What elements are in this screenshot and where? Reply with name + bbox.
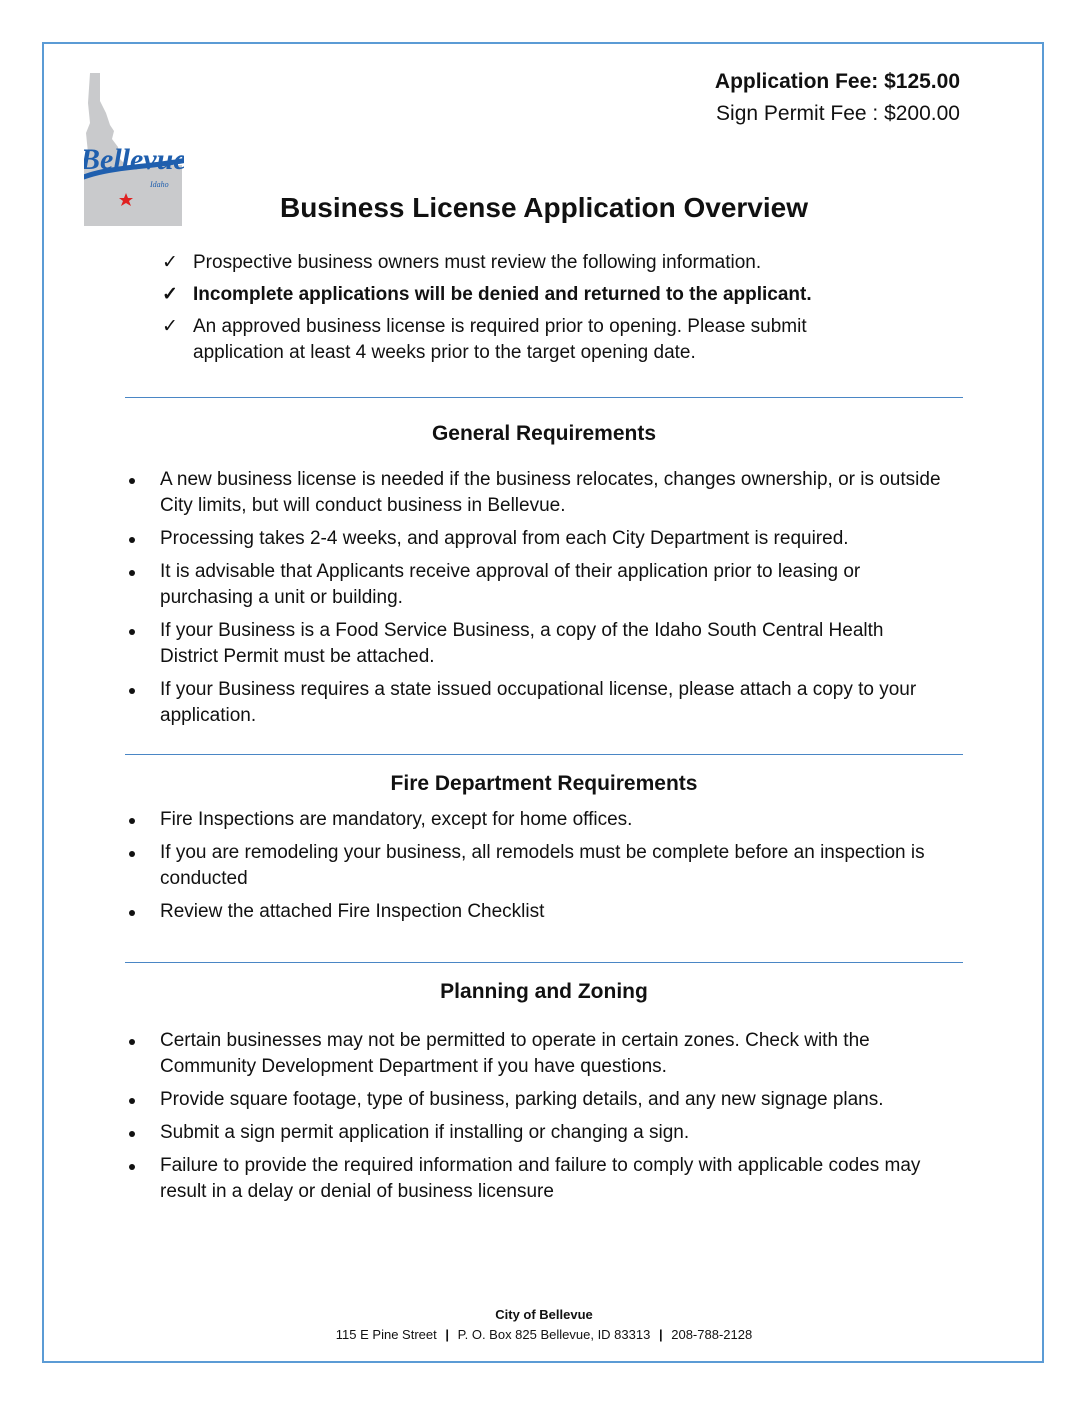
- section-divider: [125, 962, 963, 963]
- list-item: Submit a sign permit application if installing or changing a sign.: [125, 1120, 945, 1146]
- bullet-dot: [129, 1131, 135, 1137]
- section-heading-planning: Planning and Zoning: [440, 980, 648, 1003]
- list-item: If your Business requires a state issued occupational license, please attach a copy to your application.: [125, 677, 945, 729]
- list-item: If you are remodeling your business, all remodels must be complete before an inspection is conducted: [125, 840, 945, 892]
- intro-item: ✓ Prospective business owners must review the following information.: [160, 250, 880, 276]
- bullet-dot: [129, 537, 135, 543]
- list-item: Processing takes 2-4 weeks, and approval from each City Department is required.: [125, 526, 945, 552]
- general-requirements-list: [125, 467, 945, 736]
- intro-list: [160, 250, 880, 372]
- list-item: Certain businesses may not be permitted to operate in certain zones. Check with the Community Development Department if you have questions.: [125, 1028, 945, 1080]
- footer-phone: 208-788-2128: [671, 1327, 753, 1342]
- footer-po-box: P. O. Box 825 Bellevue, ID 83313: [457, 1327, 651, 1342]
- section-divider: [125, 397, 963, 398]
- check-icon: ✓: [162, 252, 178, 273]
- bullet-dot: [129, 1098, 135, 1104]
- bullet-dot: [129, 629, 135, 635]
- bullet-dot: [129, 570, 135, 576]
- bullet-dot: [129, 1039, 135, 1045]
- sign-permit-fee: Sign Permit Fee : $200.00: [716, 102, 960, 125]
- footer-street: 115 E Pine Street: [335, 1327, 437, 1342]
- bullet-dot: [129, 1164, 135, 1170]
- application-fee: Application Fee: $125.00: [714, 70, 960, 93]
- footer-address: 115 E Pine Street | P. O. Box 825 Bellevue, ID 83313 | 208-788-2128: [335, 1327, 753, 1342]
- intro-item: ✓ Incomplete applications will be denied and returned to the applicant.: [160, 282, 880, 308]
- list-item: Review the attached Fire Inspection Checklist: [125, 899, 945, 925]
- list-item: It is advisable that Applicants receive approval of their application prior to leasing or purchasing a unit or building.: [125, 559, 945, 611]
- page-title: Business License Application Overview: [279, 192, 809, 223]
- footer: [0, 1305, 1088, 1345]
- check-icon: ✓: [162, 284, 178, 305]
- bullet-dot: [129, 910, 135, 916]
- svg-text:Idaho: Idaho: [150, 180, 169, 189]
- bullet-dot: [129, 688, 135, 694]
- list-item: If your Business is a Food Service Business, a copy of the Idaho South Central Health District Permit must be attached.: [125, 618, 945, 670]
- list-item: Failure to provide the required information and failure to comply with applicable codes may result in a delay or denial of business licensure: [125, 1153, 945, 1205]
- list-item: Fire Inspections are mandatory, except for home offices.: [125, 807, 945, 833]
- section-heading-fire: Fire Department Requirements: [390, 772, 698, 795]
- bullet-dot: [129, 478, 135, 484]
- fire-requirements-list: [125, 807, 945, 932]
- bullet-dot: [129, 851, 135, 857]
- intro-item: ✓ An approved business license is required prior to opening. Please submit application at least 4 weeks prior to the target opening date.: [162, 316, 807, 363]
- logo-script: Bellevue: [84, 143, 184, 176]
- bullet-dot: [129, 818, 135, 824]
- check-icon: ✓: [162, 316, 178, 337]
- fees-block: [715, 66, 960, 130]
- list-item: Provide square footage, type of business, parking details, and any new signage plans.: [125, 1087, 945, 1113]
- footer-org: City of Bellevue: [495, 1307, 593, 1322]
- section-heading-general: General Requirements: [431, 422, 657, 445]
- section-divider: [125, 754, 963, 755]
- planning-zoning-list: [125, 1028, 945, 1212]
- list-item: A new business license is needed if the business relocates, changes ownership, or is outside City limits, but will conduct business in Bellevue.: [125, 467, 945, 519]
